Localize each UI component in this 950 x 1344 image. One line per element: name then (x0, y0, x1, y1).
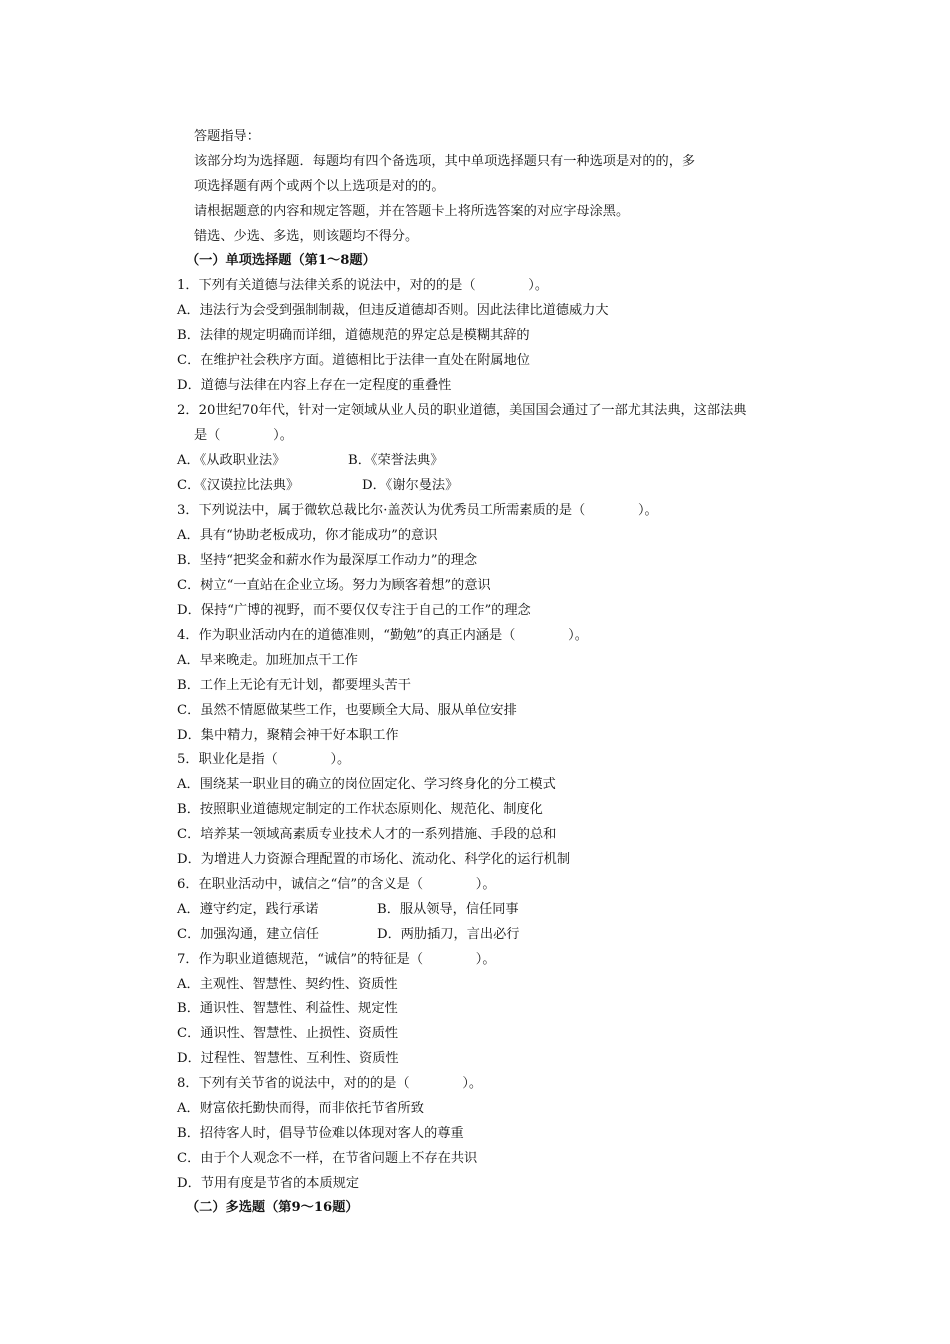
question-option: D．过程性、智慧性、互利性、资质性 (177, 1051, 399, 1066)
guidance-line: 该部分均为选择题．每题均有四个备选项，其中单项选择题只有一种选项是对的的，多 (194, 154, 696, 169)
question-option: A．违法行为会受到强制制裁，但违反道德却否则。因此法律比道德威力大 (177, 303, 609, 318)
question-stem-continuation: 是（ ）。 (194, 428, 293, 443)
question-stem: 4．作为职业活动内在的道德准则，“勤勉”的真正内涵是（ ）。 (177, 628, 588, 643)
question-option: D．集中精力，聚精会神干好本职工作 (177, 728, 399, 743)
question-option: D．《谢尔曼法》 (362, 478, 459, 493)
question-stem: 7．作为职业道德规范，“诚信”的特征是（ ）。 (177, 952, 496, 967)
question-option: D．为增进人力资源合理配置的市场化、流动化、科学化的运行机制 (177, 852, 571, 867)
question-option: C．培养某一领域高素质专业技术人才的一系列措施、手段的总和 (177, 827, 557, 842)
question-stem: 1．下列有关道德与法律关系的说法中，对的的是（ ）。 (177, 278, 549, 293)
question-stem: 8．下列有关节省的说法中，对的的是（ ）。 (177, 1076, 483, 1091)
question-option: C．虽然不情愿做某些工作，也要顾全大局、服从单位安排 (177, 703, 517, 718)
question-option: C．树立“一直站在企业立场。努力为顾客着想”的意识 (177, 578, 491, 593)
question-stem: 2．20世纪70年代，针对一定领域从业人员的职业道德，美国国会通过了一部尤其法典，这部法典 (177, 403, 747, 418)
question-option: B．招待客人时，倡导节俭难以体现对客人的尊重 (177, 1126, 464, 1141)
question-option: B．通识性、智慧性、利益性、规定性 (177, 1001, 398, 1016)
question-option: A．《从政职业法》 (177, 453, 286, 468)
question-option: A．主观性、智慧性、契约性、资质性 (177, 977, 398, 992)
question-stem: 3．下列说法中，属于微软总裁比尔·盖茨认为优秀员工所需素质的是（ ）。 (177, 503, 658, 518)
guidance-line: 项选择题有两个或两个以上选项是对的的。 (194, 179, 445, 194)
question-option: D．保持“广博的视野，而不要仅仅专注于自己的工作”的理念 (177, 603, 531, 618)
question-option: C．在维护社会秩序方面。道德相比于法律一直处在附属地位 (177, 353, 530, 368)
question-option: D．道德与法律在内容上存在一定程度的重叠性 (177, 378, 452, 393)
question-option: A．财富依托勤快而得，而非依托节省所致 (177, 1101, 424, 1116)
guidance-line: 请根据题意的内容和规定答题，并在答题卡上将所选答案的对应字母涂黑。 (194, 204, 630, 219)
question-option: B．按照职业道德规定制定的工作状态原则化、规范化、制度化 (177, 802, 543, 817)
question-stem: 5．职业化是指（ ）。 (177, 752, 351, 767)
question-option: B．《荣誉法典》 (348, 453, 444, 468)
section-heading-multiple-choice: （二）多选题（第9～16题） (186, 1200, 359, 1215)
question-option: A．遵守约定，践行承诺 (177, 902, 319, 917)
question-stem: 6．在职业活动中，诚信之“信”的含义是（ ）。 (177, 877, 496, 892)
question-option: B．工作上无论有无计划，都要埋头苦干 (177, 678, 411, 693)
guidance-title: 答题指导： (194, 129, 260, 144)
question-option: B．法律的规定明确而详细，道德规范的界定总是模糊其辞的 (177, 328, 530, 343)
question-option: A．具有“协助老板成功，你才能成功”的意识 (177, 528, 438, 543)
question-option: C．由于个人观念不一样，在节省问题上不存在共识 (177, 1151, 478, 1166)
section-heading-single-choice: （一）单项选择题（第1～8题） (186, 253, 376, 268)
question-option: B．坚持“把奖金和薪水作为最深厚工作动力”的理念 (177, 553, 478, 568)
question-option: C．通识性、智慧性、止损性、资质性 (177, 1026, 399, 1041)
question-option: D．节用有度是节省的本质规定 (177, 1176, 360, 1191)
guidance-line: 错选、少选、多选，则该题均不得分。 (194, 229, 419, 244)
question-option: D．两肋插刀，言出必行 (377, 927, 520, 942)
question-option: A．早来晚走。加班加点干工作 (177, 653, 358, 668)
question-option: C．加强沟通，建立信任 (177, 927, 319, 942)
question-option: B．服从领导，信任同事 (377, 902, 519, 917)
question-option: C．《汉谟拉比法典》 (177, 478, 300, 493)
question-option: A．围绕某一职业目的确立的岗位固定化、学习终身化的分工模式 (177, 777, 556, 792)
